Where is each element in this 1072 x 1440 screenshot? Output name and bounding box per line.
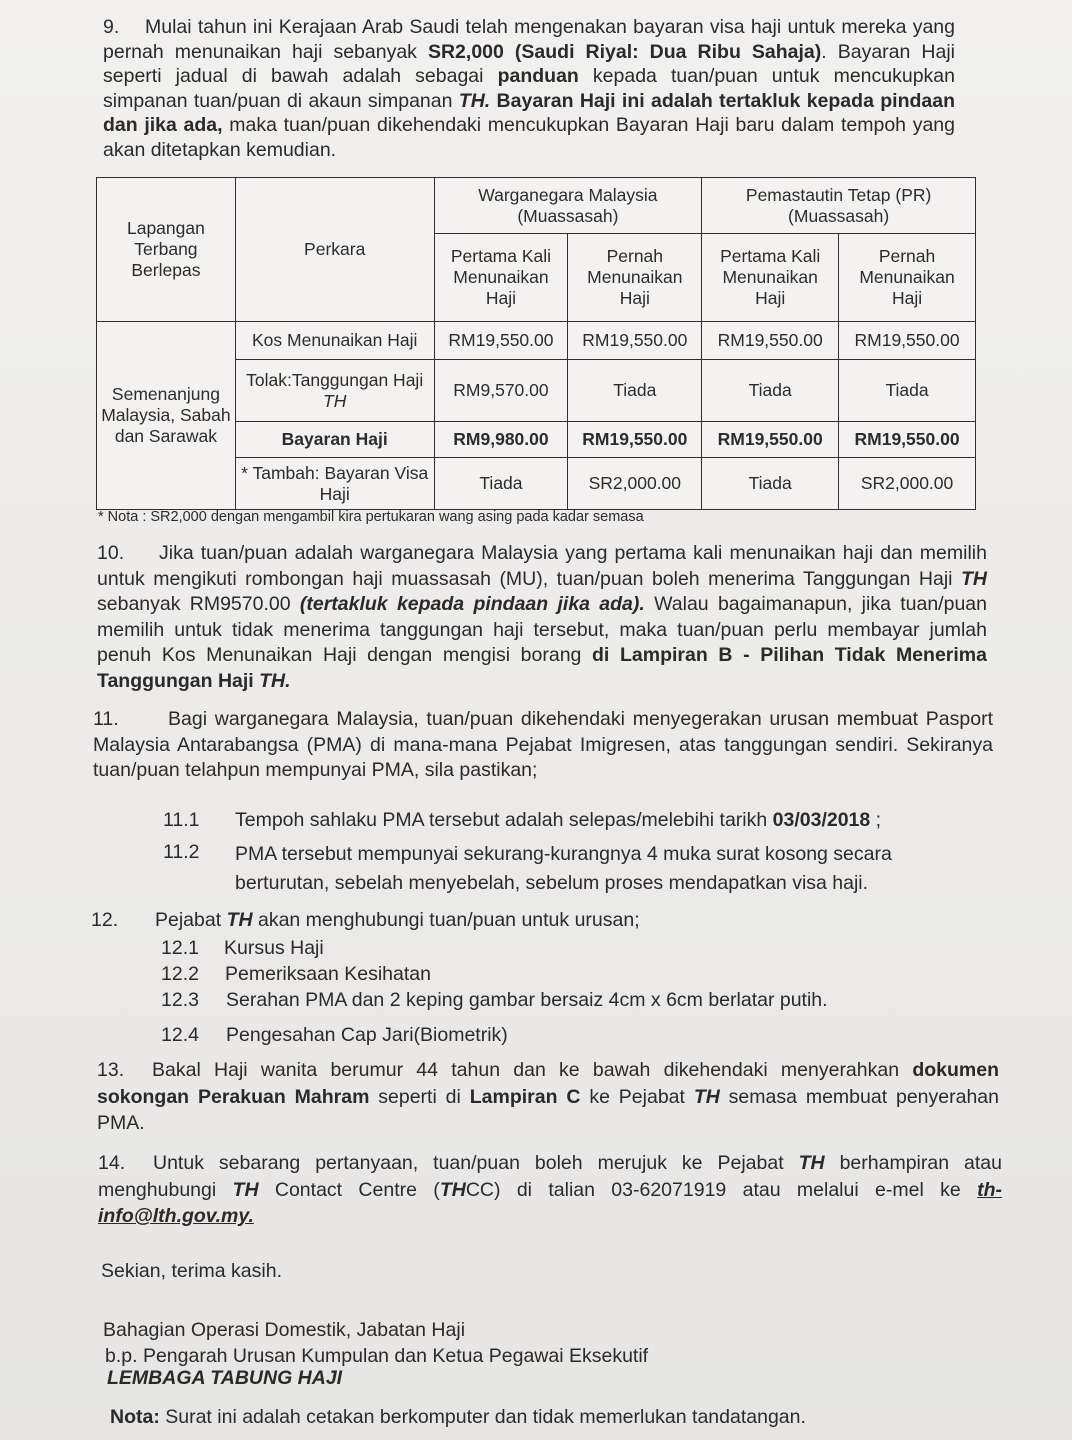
subitem-text: Pemeriksaan Kesihatan [225, 963, 431, 985]
organisation-name: LEMBAGA TABUNG HAJI [107, 1367, 343, 1389]
header-performed: Pernah Menunaikan Haji [839, 234, 976, 322]
item-cell: Kos Menunaikan Haji [235, 322, 434, 360]
item-cell: Bayaran Haji [235, 422, 434, 458]
paragraph-14 [98, 1150, 1002, 1230]
subitem-11-2 [163, 840, 963, 894]
paragraph-number: 13. [97, 1059, 125, 1081]
header-airport: Lapangan Terbang Berlepas [97, 178, 236, 322]
paragraph-12 [91, 908, 951, 934]
bold-text: SR2,000 (Saudi Riyal: Dua Ribu Sahaja) [427, 40, 822, 63]
signature-line-1: Bahagian Operasi Domestik, Jabatan Haji [103, 1319, 466, 1341]
header-first-time: Pertama Kali Menunaikan Haji [434, 234, 568, 322]
header-item: Perkara [235, 178, 434, 322]
subitem-12-4 [161, 1023, 921, 1049]
text: akan menghubungi tuan/puan untuk urusan; [252, 909, 640, 931]
value-cell: RM9,980.00 [434, 422, 568, 458]
subitem-text: PMA tersebut mempunyai sekurang-kurangnya 4 muka surat kosong secara berturutan, sebelah menyebelah, sebelum proses mendapatkan visa haji. [235, 843, 892, 894]
header-performed: Pernah Menunaikan Haji [568, 234, 702, 322]
bold-text: di Lampiran B - Pilihan Tidak Menerima Tanggungan Haji [97, 644, 987, 692]
paragraph-number: 10. [97, 542, 125, 564]
paragraph-10-text [97, 541, 987, 694]
text: Jika tuan/puan adalah warganegara Malaysia yang pertama kali menunaikan haji dan memilih untuk mengikuti rombongan haji muassasah (MU), tuan/puan boleh menerima Tanggungan Haji [97, 542, 987, 590]
text: maka tuan/puan dikehendaki mencukupkan Bayaran Haji baru dalam tempoh yang akan ditetapkan kemudian. [103, 114, 955, 161]
paragraph-10 [97, 541, 987, 694]
paragraph-number: 12. [91, 909, 119, 931]
paragraph-13 [97, 1057, 999, 1137]
th-abbrev: TH [232, 1178, 259, 1201]
value-cell: RM19,550.00 [702, 322, 839, 360]
subitem-number: 12.2 [161, 963, 199, 985]
date-text: 03/03/2018 [772, 809, 871, 831]
text: ; [870, 809, 882, 831]
text: Walau bagaimanapun, jika tuan/puan memilih untuk tidak menerima tanggungan haji tersebut, maka tuan/puan perlu membayar jumlah penuh Kos Menunaikan Haji dengan mengisi borang [97, 593, 987, 666]
th-abbrev: TH. [259, 669, 291, 692]
text: Contact Centre ( [258, 1178, 440, 1201]
th-abbrev: TH [961, 567, 987, 590]
value-cell: RM19,550.00 [568, 422, 702, 458]
bold-text: panduan [497, 65, 579, 87]
paragraph-9 [103, 15, 955, 162]
footnote-label: Nota: [110, 1406, 160, 1428]
paragraph-11 [93, 707, 993, 784]
value-cell: Tiada [568, 360, 702, 422]
value-cell: Tiada [839, 360, 976, 422]
header-citizen: Warganegara Malaysia (Muassasah) [434, 178, 702, 234]
text: . Bayaran Haji seperti jadual di bawah adalah sebagai [103, 40, 956, 87]
header-pr: Pemastautin Tetap (PR) (Muassasah) [702, 178, 976, 234]
text: Pejabat [155, 909, 227, 931]
text: kepada tuan/puan untuk mencukupkan simpanan tuan/puan di akaun simpanan [103, 65, 955, 112]
paragraph-12-text [155, 908, 640, 933]
table-note: * Nota : SR2,000 dengan mengambil kira pertukaran wang asing pada kadar semasa [98, 509, 644, 525]
text: Mulai tahun ini Kerajaan Arab Saudi telah mengenakan bayaran visa haji untuk mereka yang pernah menunaikan haji sebanyak [103, 16, 955, 63]
paragraph-9-text [103, 15, 955, 162]
text: Bagi warganegara Malaysia, tuan/puan dikehendaki menyegerakan urusan membuat Pasport Malaysia Antarabangsa (PMA) di mana-mana Pejabat Imigresen, atas tanggungan sendiri. Sekiranya tuan/puan telahpun mempunyai PMA, sila pastikan; [93, 708, 993, 781]
bold-text: Lampiran C [469, 1085, 581, 1108]
paragraph-number: 14. [98, 1152, 126, 1174]
subitem-number: 12.1 [161, 937, 199, 959]
paragraph-number: 9. [103, 16, 120, 38]
subitem-12-2 [161, 962, 921, 988]
text: ke Pejabat [580, 1085, 694, 1108]
value-cell: SR2,000.00 [568, 458, 702, 510]
subitem-number: 12.4 [161, 1024, 199, 1046]
th-abbrev: TH [693, 1085, 720, 1108]
th-abbrev: TH [323, 390, 347, 411]
text: Untuk sebarang pertanyaan, tuan/puan boleh merujuk ke Pejabat [153, 1152, 799, 1174]
value-cell: RM19,550.00 [568, 322, 702, 360]
text: seperti di [369, 1085, 470, 1108]
subitem-11-1 [163, 808, 963, 834]
text: Tolak:Tanggungan Haji [246, 369, 424, 390]
item-cell: * Tambah: Bayaran Visa Haji [235, 458, 434, 510]
th-abbrev: TH. [458, 89, 491, 112]
text: semasa membuat penyerahan PMA. [97, 1085, 999, 1134]
value-cell: Tiada [702, 458, 839, 510]
th-abbrev: TH [439, 1178, 466, 1201]
value-cell: Tiada [702, 360, 839, 422]
paragraph-number: 11. [93, 708, 119, 730]
value-cell: RM19,550.00 [702, 422, 839, 458]
value-cell: SR2,000.00 [839, 458, 976, 510]
subitem-number: 11.2 [163, 841, 200, 863]
text: berhampiran atau menghubungi [98, 1152, 1002, 1201]
bold-italic-text: (tertakluk kepada pindaan jika ada). [299, 593, 645, 615]
item-cell [235, 360, 434, 422]
subitem-text [235, 808, 881, 833]
fee-table [96, 177, 976, 510]
subitem-text: Pengesahan Cap Jari(Biometrik) [226, 1024, 508, 1046]
footnote-text: Surat ini adalah cetakan berkomputer dan tidak memerlukan tandatangan. [159, 1406, 806, 1428]
header-first-time: Pertama Kali Menunaikan Haji [702, 234, 839, 322]
text: Tempoh sahlaku PMA tersebut adalah selepas/melebihi tarikh [235, 809, 773, 831]
value-cell: RM9,570.00 [434, 360, 568, 422]
footnote [110, 1405, 910, 1430]
value-cell: RM19,550.00 [839, 422, 976, 458]
subitem-number: 12.3 [161, 989, 199, 1011]
value-cell: RM19,550.00 [839, 322, 976, 360]
subitem-text: Serahan PMA dan 2 keping gambar bersaiz 4cm x 6cm berlatar putih. [226, 989, 828, 1011]
text: sebanyak RM9570.00 [97, 593, 300, 615]
value-cell: Tiada [434, 458, 568, 510]
bold-text: Bayaran Haji ini adalah tertakluk kepada pindaan dan jika ada, [103, 89, 955, 136]
paragraph-11-text [93, 707, 993, 784]
airport-cell: Semenanjung Malaysia, Sabah dan Sarawak [97, 322, 236, 510]
th-abbrev: TH [226, 909, 253, 931]
table-row [97, 322, 976, 360]
bold-text: dokumen sokongan Perakuan Mahram [97, 1059, 999, 1108]
subitem-number: 11.1 [163, 809, 200, 831]
subitem-12-1 [161, 936, 921, 962]
subitem-text: Kursus Haji [224, 937, 324, 959]
paragraph-13-text [97, 1057, 999, 1137]
text: Bakal Haji wanita berumur 44 tahun dan ke bawah dikehendaki menyerahkan [152, 1059, 913, 1081]
signature-line-2: b.p. Pengarah Urusan Kumpulan dan Ketua Pegawai Eksekutif [105, 1345, 649, 1367]
closing-text: Sekian, terima kasih. [101, 1260, 282, 1282]
email-link[interactable]: th-info@lth.gov.my. [98, 1178, 1002, 1227]
paragraph-14-text [98, 1150, 1002, 1230]
value-cell: RM19,550.00 [434, 322, 568, 360]
th-abbrev: TH [798, 1152, 825, 1174]
text: CC) di talian 03-62071919 atau melalui e-mel ke [465, 1178, 978, 1201]
subitem-12-3 [161, 988, 941, 1014]
